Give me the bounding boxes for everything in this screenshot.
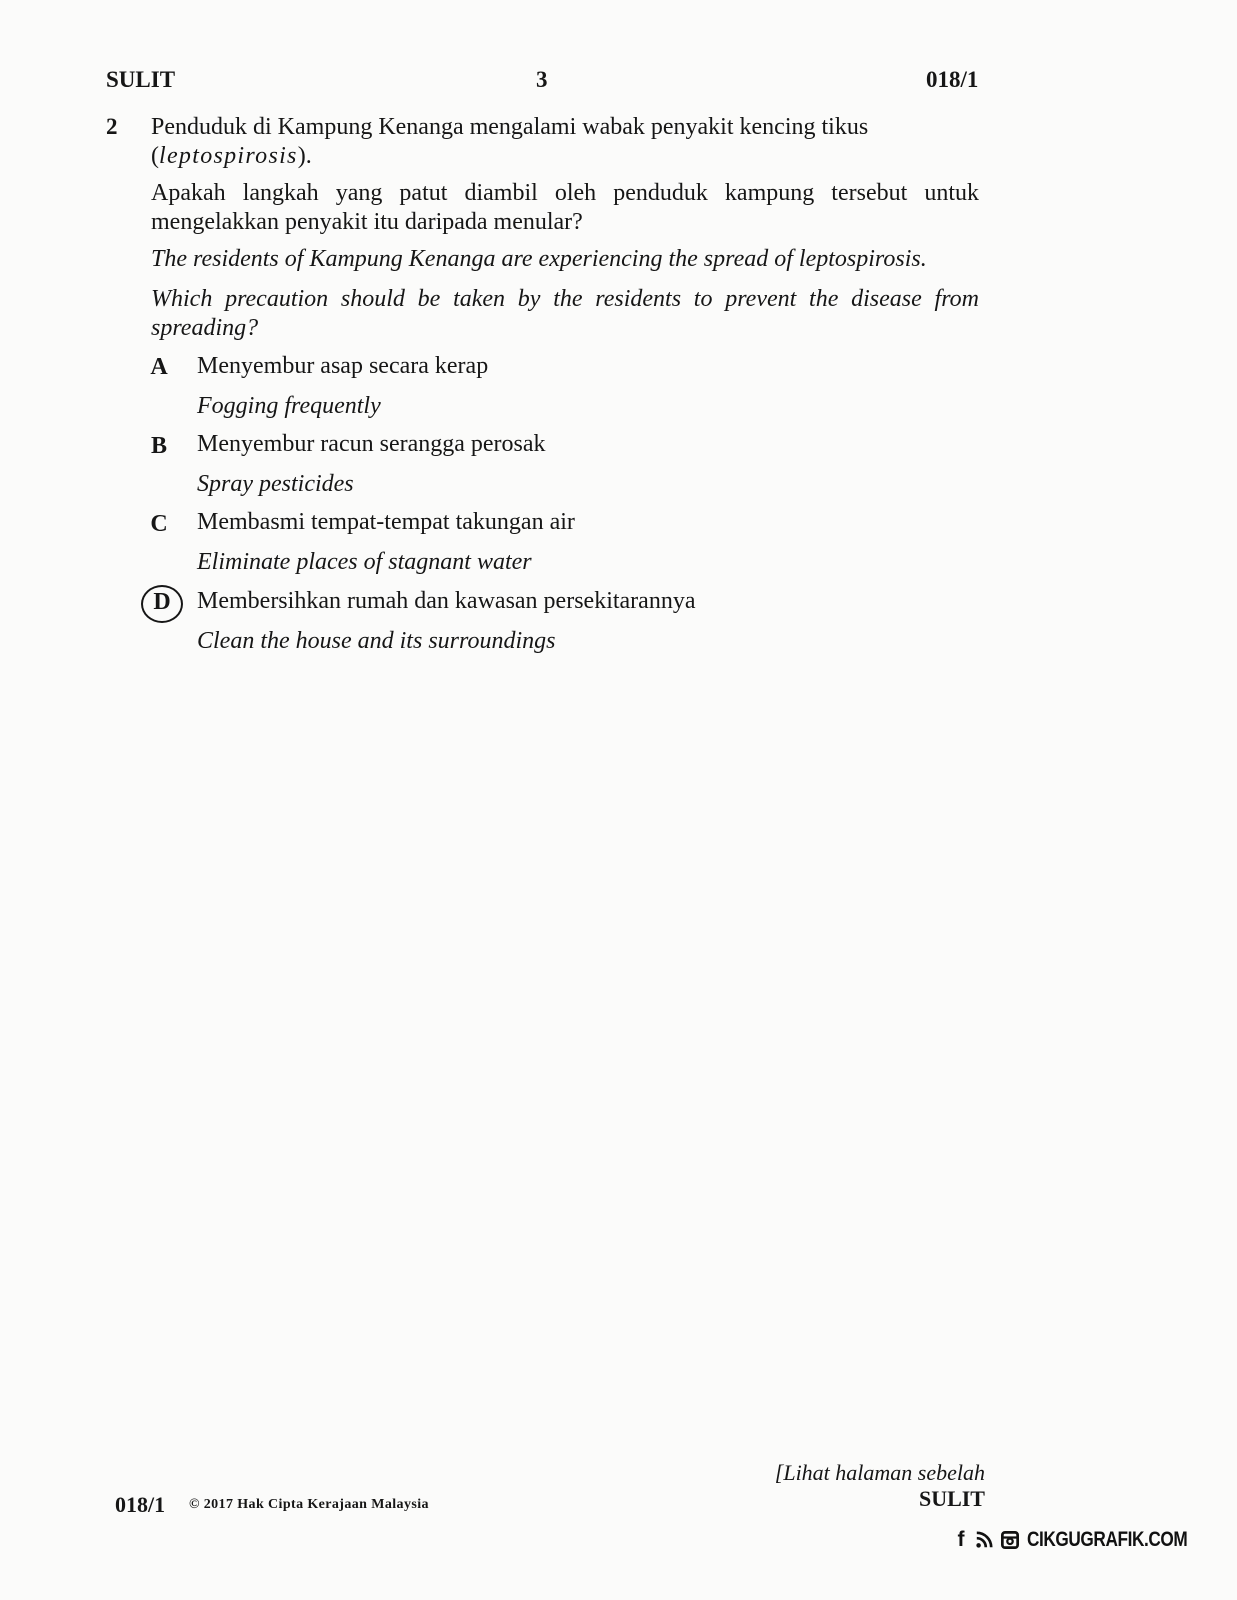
option-a-text-malay: Menyembur asap secara kerap: [197, 353, 489, 379]
option-b-letter: B: [150, 433, 167, 459]
footer-paper-code: 018/1: [115, 1492, 166, 1517]
footer-next-page: [Lihat halaman sebelah: [774, 1460, 985, 1485]
question-prompt-malay: Apakah langkah yang patut diambil oleh penduduk kampung tersebut untuk mengelakkan penyakit itu daripada menular?: [151, 180, 979, 235]
footer-sulit: SULIT: [918, 1486, 985, 1511]
option-d-text-malay: Membersihkan rumah dan kawasan persekitarannya: [197, 588, 696, 614]
question-prompt-english: Which precaution should be taken by the residents to prevent the disease from spreading?: [151, 286, 979, 341]
header-paper-code: 018/1: [926, 67, 979, 92]
stem-term-leptospirosis: leptospirosis: [159, 143, 298, 169]
option-a-text-english: Fogging frequently: [197, 393, 381, 419]
option-a-letter: A: [150, 354, 168, 380]
watermark: [955, 1528, 1195, 1552]
question-stem-english: The residents of Kampung Kenanga are experiencing the spread of leptospirosis.: [151, 246, 927, 272]
footer-copyright: © 2017 Hak Cipta Kerajaan Malaysia: [189, 1497, 429, 1512]
question-stem-malay-line1: Penduduk di Kampung Kenanga mengalami wabak penyakit kencing tikus: [151, 114, 869, 140]
option-c-text-malay: Membasmi tempat-tempat takungan air: [197, 509, 575, 535]
question-stem-malay-line2: [151, 142, 979, 171]
rss-icon[interactable]: [975, 1530, 993, 1550]
option-c-text-english: Eliminate places of stagnant water: [197, 549, 532, 575]
instagram-icon[interactable]: [1001, 1530, 1019, 1550]
option-d-letter-circled: D: [141, 585, 183, 623]
question-stem-malay: [151, 113, 979, 171]
option-b-text-english: Spray pesticides: [197, 471, 354, 497]
stem-paren-close: ).: [297, 143, 312, 169]
question-number: 2: [106, 114, 118, 139]
header-page-number: 3: [536, 67, 548, 92]
option-d-text-english: Clean the house and its surroundings: [197, 628, 556, 654]
stem-paren-open: (: [151, 143, 159, 169]
option-b-text-malay: Menyembur racun serangga perosak: [197, 431, 546, 457]
option-c-letter: C: [150, 511, 168, 537]
facebook-icon[interactable]: f: [957, 1528, 965, 1551]
watermark-text: CIKGUGRAFIK.COM: [1027, 1528, 1188, 1551]
header-sulit: SULIT: [106, 67, 176, 92]
